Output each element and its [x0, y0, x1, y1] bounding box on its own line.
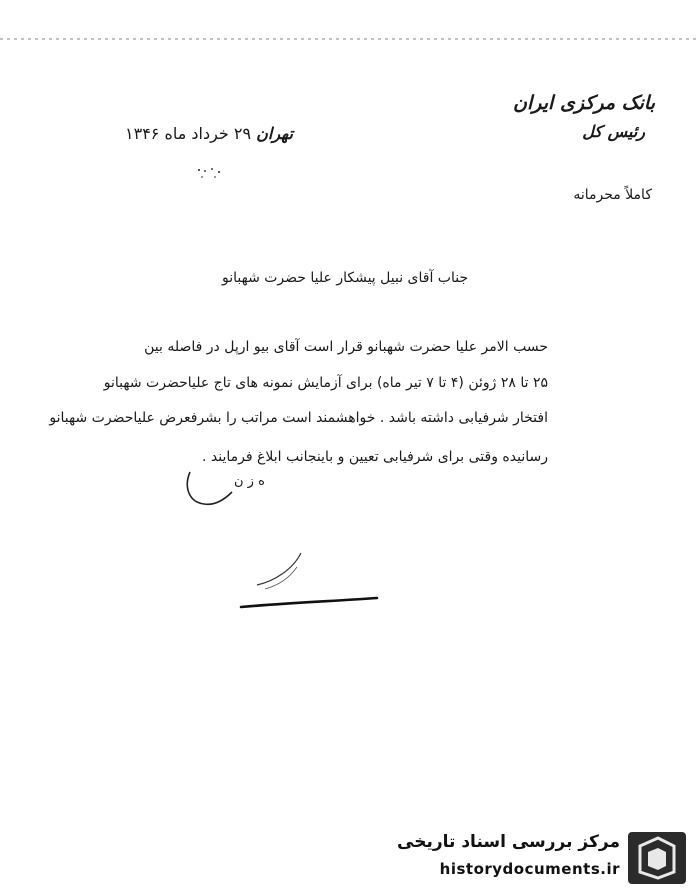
date-city: تهران [256, 124, 294, 143]
perforation-line [0, 38, 700, 40]
body-line-3: افتخار شرفیابی داشته باشد . خواهشمند است مراتب را بشرفعرض علیاحضرت شهبانو [49, 410, 548, 426]
initials-note: ه ز ن [234, 474, 265, 489]
letterhead-title: رئیس کل [582, 122, 645, 141]
body-line-2: ۲۵ تا ۲۸ ژوئن (۴ تا ۷ تیر ماه) برای آزمایش نمونه های تاج علیاحضرت شهبانو [103, 375, 548, 391]
signature [235, 545, 380, 615]
watermark-title: مرکز بررسی اسناد تاریخی [397, 832, 620, 852]
watermark-url: historydocuments.ir [439, 860, 620, 878]
date-line [125, 124, 293, 143]
body-line-1: حسب الامر علیا حضرت شهبانو قرار است آقای بیو ارپل در فاصله بین [144, 339, 548, 355]
letterhead-bank-name: بانک مرکزی ایران [513, 92, 655, 114]
archive-logo-icon [628, 832, 686, 884]
date-text: ۲۹ خرداد ماه ۱۳۴۶ [125, 124, 252, 143]
ink-specks [195, 166, 225, 180]
body-line-4: رسانیده وقتی برای شرفیابی تعیین و باینجانب ابلاغ فرمایند . [202, 449, 548, 465]
classification-mark: کاملاً محرمانه [573, 187, 652, 203]
salutation: جناب آقای نبیل پیشکار علیا حضرت شهبانو [222, 270, 469, 286]
